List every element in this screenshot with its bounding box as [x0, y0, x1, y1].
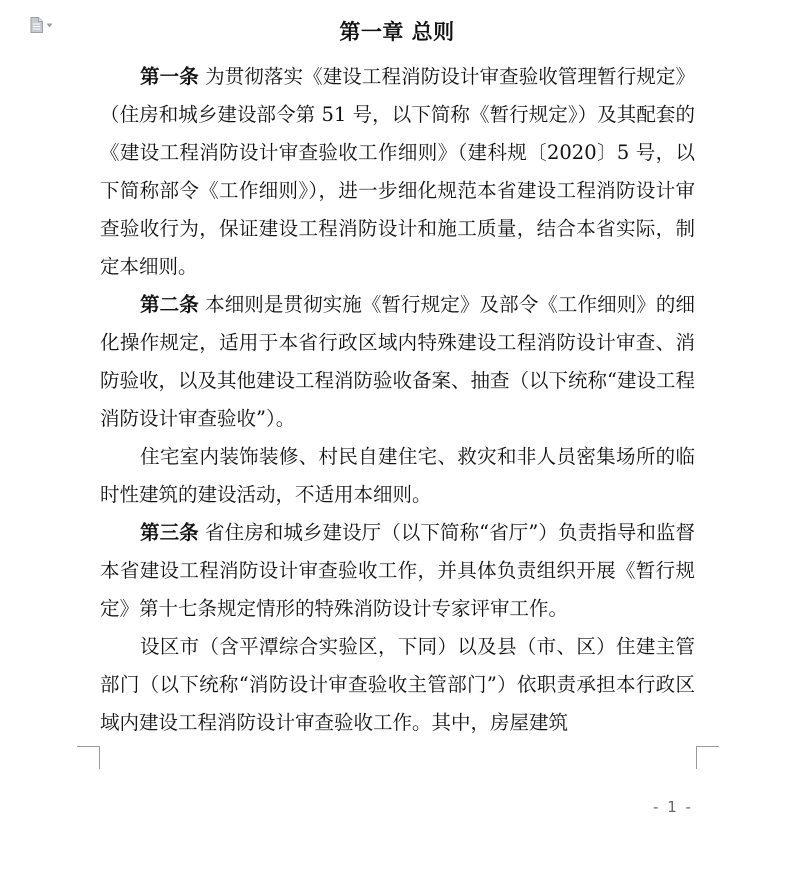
- article-text: 本细则是贯彻实施《暂行规定》及部令《工作细则》的细化操作规定，适用于本省行政区域内特殊建设工程消防设计审查、消防验收，以及其他建设工程消防验收备案、抽查（以下统称“建设工程消防设计审查验收”）。: [100, 293, 695, 430]
- chapter-title: 第一章 总则: [339, 20, 455, 44]
- article-heading: 第一条: [140, 65, 199, 88]
- body-paragraph: [100, 438, 695, 514]
- article-text: 为贯彻落实《建设工程消防设计审查验收管理暂行规定》（住房和城乡建设部令第 51 号，以下简称《暂行规定》）及其配套的《建设工程消防设计审查验收工作细则》（建科规〔2020〕5 号，以下简称部令《工作细则》），进一步细化规范本省建设工程消防设计审查验收行为，保证建设工程消防设计和施工质量，结合本省实际，制定本细则。: [100, 65, 695, 278]
- document-body: [100, 58, 695, 742]
- body-paragraph: [100, 628, 695, 742]
- article-heading: 第三条: [140, 521, 199, 544]
- paragraph-text: 设区市（含平潭综合实验区，下同）以及县（市、区）住建主管部门（以下统称“消防设计审查验收主管部门”）依职责承担本行政区域内建设工程消防设计审查验收工作。其中，房屋建筑: [100, 635, 695, 734]
- article-paragraph: [100, 286, 695, 438]
- page-number: - 1 -: [653, 798, 693, 816]
- article-paragraph: [100, 514, 695, 628]
- page-corner-marker-right: [696, 746, 719, 769]
- article-heading: 第二条: [140, 293, 199, 316]
- page-corner-marker-left: [77, 746, 100, 769]
- paragraph-text: 住宅室内装饰装修、村民自建住宅、救灾和非人员密集场所的临时性建筑的建设活动，不适用本细则。: [100, 445, 695, 506]
- article-paragraph: [100, 58, 695, 286]
- article-text: 省住房和城乡建设厅（以下简称“省厅”）负责指导和监督本省建设工程消防设计审查验收工作，并具体负责组织开展《暂行规定》第十七条规定情形的特殊消防设计专家评审工作。: [100, 521, 695, 620]
